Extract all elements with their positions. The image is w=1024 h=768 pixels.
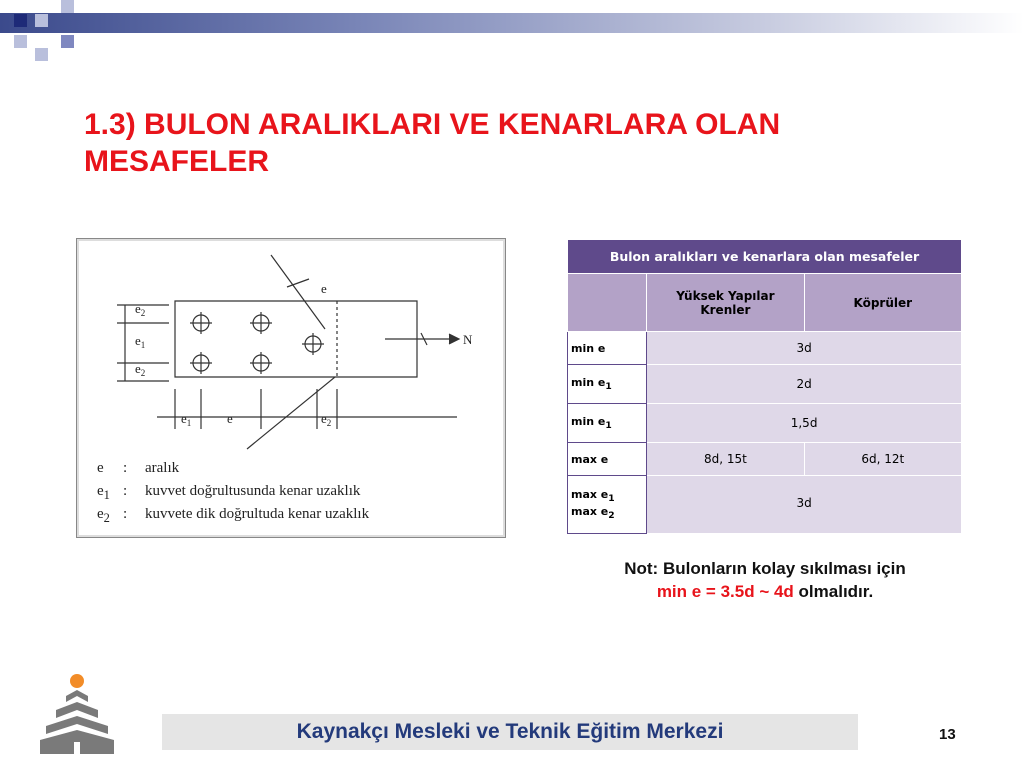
decor-square: [61, 35, 74, 48]
row-value-left: 8d, 15t: [647, 443, 804, 476]
decor-square: [61, 0, 74, 13]
legend-row: e : aralık: [97, 460, 180, 476]
note-line-2: min e = 3.5d ~ 4d olmalıdır.: [656, 582, 874, 601]
legend-row: $e_2$ : kuvvete dik doğrultuda kenar uzaklık: [97, 506, 370, 525]
table-row: [568, 443, 962, 476]
legend-row: $e_1$ : kuvvet doğrultusunda kenar uzaklık: [97, 483, 361, 502]
note-text: [560, 557, 970, 603]
row-label: max e: [568, 443, 647, 476]
e2-bottom-label: $e_2$: [135, 361, 146, 378]
page-number: 13: [939, 726, 956, 743]
table-header: Bulon aralıkları ve kenarlara olan mesafeler: [568, 240, 962, 274]
bolt-spacing-figure: [76, 238, 506, 538]
row-label: $\min e_1$: [568, 404, 647, 443]
table-row: [568, 404, 962, 443]
column-header-buildings: Yüksek Yapılar Krenler: [647, 274, 804, 332]
row-label: $\min e_1$: [568, 365, 647, 404]
top-gradient-bar: [0, 13, 1024, 33]
e2-top-label: $e_2$: [135, 301, 146, 318]
footer-banner: Kaynakçı Mesleki ve Teknik Eğitim Merkezi: [162, 714, 858, 750]
decor-square: [35, 48, 48, 61]
spacing-table: [567, 239, 962, 534]
row-value: 3d: [647, 476, 962, 534]
figure-legend: [97, 459, 369, 528]
column-header-blank: [568, 274, 647, 332]
table-row: [568, 476, 962, 534]
row-value-right: 6d, 12t: [804, 443, 961, 476]
note-line-1: Not: Bulonların kolay sıkılması için: [624, 559, 906, 578]
institution-logo: [36, 668, 118, 756]
row-value: 1,5d: [647, 404, 962, 443]
decor-square: [35, 14, 48, 27]
row-label: min e: [568, 332, 647, 365]
e2-right-label: $e_2$: [321, 411, 332, 428]
column-header-bridges: Köprüler: [804, 274, 961, 332]
bolt-plate-drawing: [77, 239, 505, 459]
decor-square: [14, 35, 27, 48]
row-value: 2d: [647, 365, 962, 404]
e-bottom-label: e: [227, 411, 233, 426]
e1-left-label: $e_1$: [135, 333, 146, 350]
e-diagonal-label: e: [321, 281, 327, 296]
slide-title: 1.3) BULON ARALIKLARI VE KENARLARA OLAN MESAFELER: [84, 108, 781, 178]
row-label: $\max e_1$ $\max e_2$: [568, 476, 647, 534]
force-label: N: [463, 332, 473, 347]
decor-square: [14, 14, 27, 27]
e1-bottom-label: $e_1$: [181, 411, 192, 428]
table-row: [568, 332, 962, 365]
table-row: [568, 365, 962, 404]
row-value: 3d: [647, 332, 962, 365]
